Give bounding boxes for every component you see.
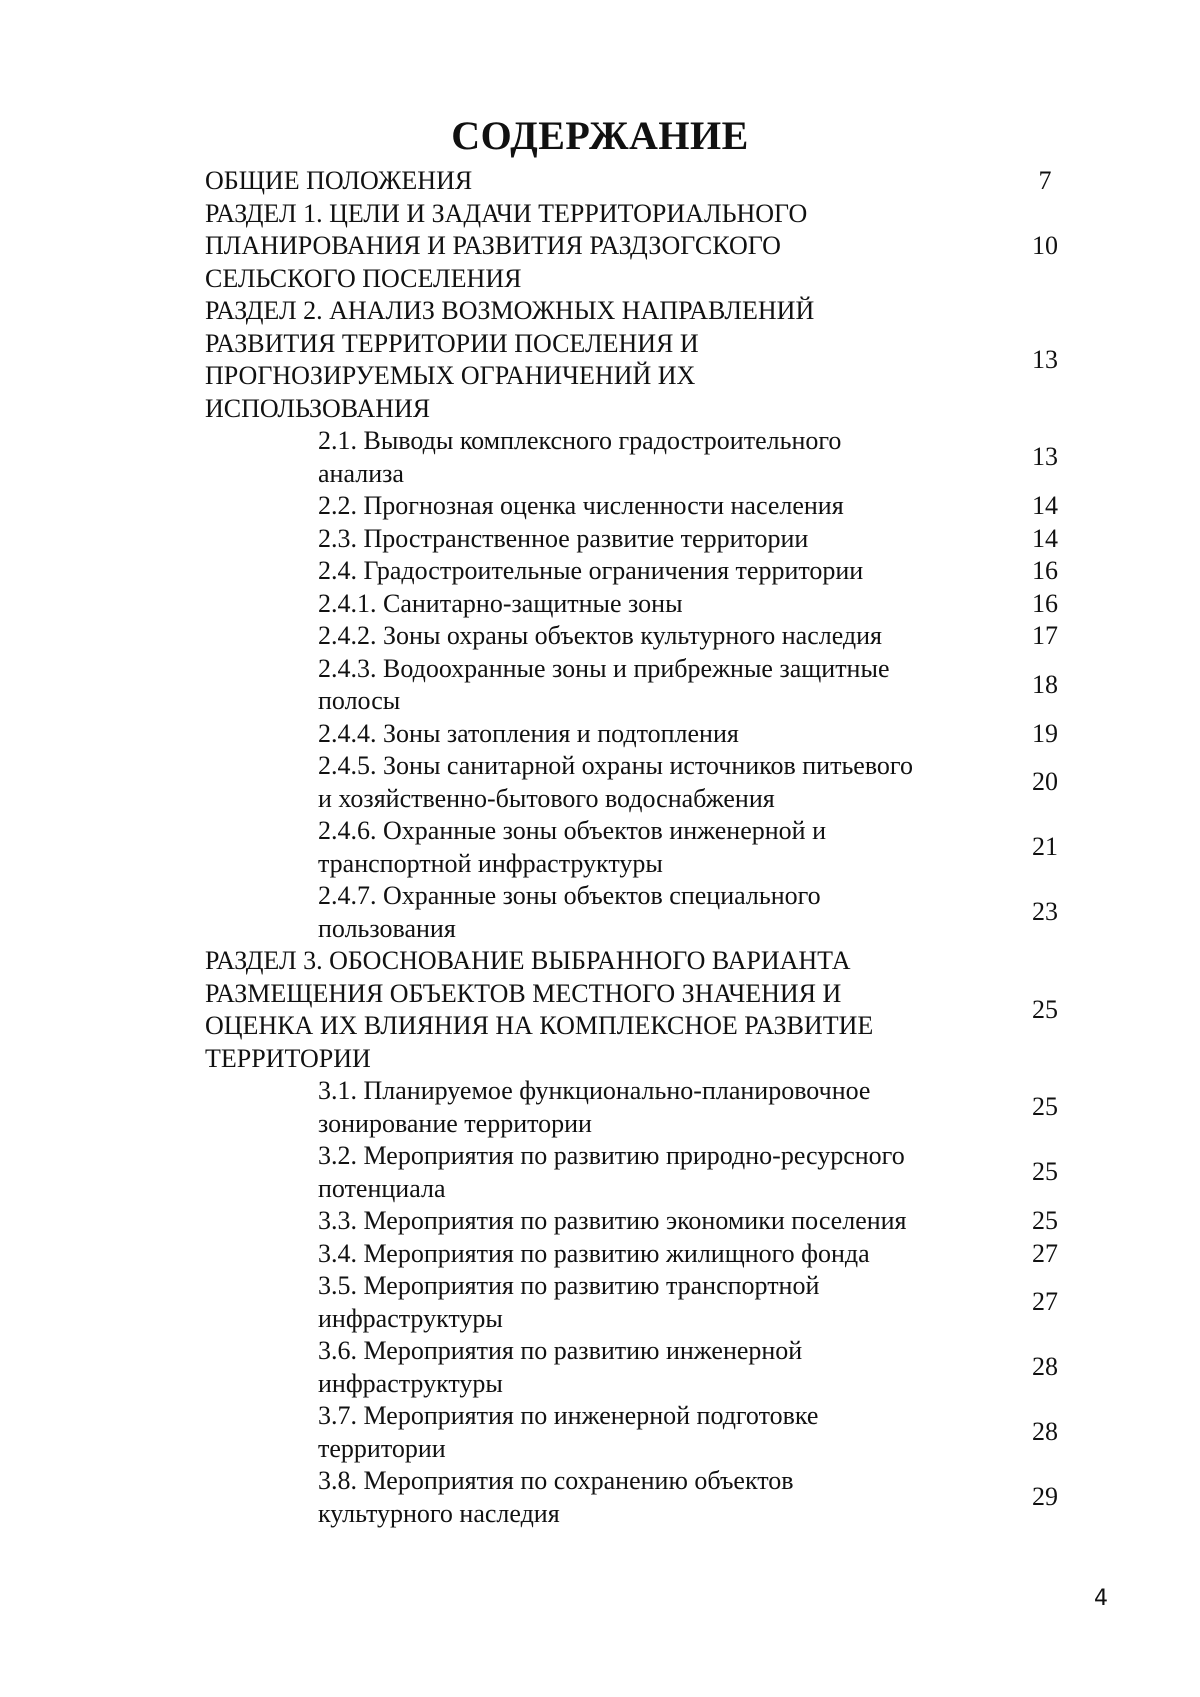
page-number: 4: [1094, 1586, 1108, 1611]
toc-subsection-entry[interactable]: [205, 1270, 1075, 1335]
toc-entry-title: [205, 1205, 1015, 1238]
toc-entry-title: [205, 523, 1015, 556]
toc-entry-title-line: культурного наследия: [318, 1498, 560, 1528]
toc-entry-title-line: 2.3. Пространственное развитие территории: [318, 523, 809, 553]
toc-subsection-entry[interactable]: [205, 1140, 1075, 1205]
toc-entry-title-line: ИСПОЛЬЗОВАНИЯ: [205, 393, 431, 423]
toc-subsection-entry[interactable]: [205, 750, 1075, 815]
toc-entry-page-number: 16: [1032, 588, 1058, 618]
table-of-contents: [205, 165, 1075, 1530]
toc-entry-page-number: 25: [1032, 994, 1058, 1024]
toc-entry-title: [205, 1140, 1015, 1205]
toc-subsection-entry[interactable]: [205, 1205, 1075, 1238]
toc-entry-title-line: 2.2. Прогнозная оценка численности населения: [318, 491, 844, 520]
toc-entry-page-number: 21: [1032, 832, 1058, 862]
toc-entry-page-number: 14: [1032, 491, 1058, 520]
toc-entry-title-line: ОБЩИЕ ПОЛОЖЕНИЯ: [205, 166, 473, 195]
toc-entry-title-line: 3.5. Мероприятия по развитию транспортной: [318, 1271, 820, 1300]
toc-entry-title-line: 3.8. Мероприятия по сохранению объектов: [318, 1466, 794, 1495]
toc-entry-title-line: транспортной инфраструктуры: [318, 848, 663, 878]
toc-entry-title: [205, 295, 1015, 425]
toc-entry-title: [205, 588, 1015, 621]
toc-subsection-entry[interactable]: [205, 1238, 1075, 1271]
toc-entry-page-number: 10: [1032, 231, 1058, 260]
toc-entry-title-line: 2.4.7. Охранные зоны объектов специального: [318, 881, 821, 910]
toc-entry-title-line: и хозяйственно-бытового водоснабжения: [318, 783, 775, 813]
toc-entry-page-number: 20: [1032, 767, 1058, 797]
toc-subsection-entry[interactable]: [205, 1465, 1075, 1530]
toc-entry-title-line: РАЗДЕЛ 3. ОБОСНОВАНИЕ ВЫБРАННОГО ВАРИАНТА: [205, 946, 851, 975]
toc-subsection-entry[interactable]: [205, 555, 1075, 588]
toc-entry-title-line: 3.2. Мероприятия по развитию природно-ресурсного: [318, 1141, 905, 1170]
toc-entry-page-number: 13: [1032, 344, 1058, 374]
toc-entry-title-line: 2.1. Выводы комплексного градостроительного: [318, 426, 842, 455]
toc-entry-page-number: 25: [1032, 1157, 1058, 1187]
toc-entry-title-line: анализа: [318, 458, 404, 488]
toc-subsection-entry[interactable]: [205, 1335, 1075, 1400]
page-title: СОДЕРЖАНИЕ: [451, 113, 749, 158]
toc-entry-title-line: 3.4. Мероприятия по развитию жилищного фонда: [318, 1238, 870, 1268]
toc-subsection-entry[interactable]: [205, 653, 1075, 718]
toc-entry-page-number: 17: [1032, 621, 1058, 650]
toc-entry-title: [205, 198, 1015, 296]
toc-entry-title-line: потенциала: [318, 1173, 446, 1203]
toc-entry-title: [205, 165, 1015, 198]
toc-entry-title-line: территории: [318, 1433, 446, 1463]
toc-entry-page-number: 27: [1032, 1287, 1058, 1317]
toc-entry-title-line: 3.3. Мероприятия по развитию экономики поселения: [318, 1206, 907, 1235]
toc-entry-page-number: 19: [1032, 718, 1058, 748]
toc-entry-page-number: 29: [1032, 1482, 1058, 1512]
toc-entry-title-line: ПРОГНОЗИРУЕМЫХ ОГРАНИЧЕНИЙ ИХ: [205, 361, 696, 390]
toc-entry-title-line: зонирование территории: [318, 1108, 592, 1138]
toc-subsection-entry[interactable]: [205, 718, 1075, 751]
toc-entry-title-line: РАЗВИТИЯ ТЕРРИТОРИИ ПОСЕЛЕНИЯ И: [205, 328, 699, 358]
toc-subsection-entry[interactable]: [205, 523, 1075, 556]
toc-entry-page-number: 13: [1032, 442, 1058, 472]
toc-entry-page-number: 14: [1032, 523, 1058, 553]
toc-entry-title: [205, 718, 1015, 751]
toc-entry-title-line: ОЦЕНКА ИХ ВЛИЯНИЯ НА КОМПЛЕКСНОЕ РАЗВИТИЕ: [205, 1011, 874, 1040]
toc-entry-title: [205, 620, 1015, 653]
toc-subsection-entry[interactable]: [205, 588, 1075, 621]
toc-entry-page-number: 18: [1032, 669, 1058, 699]
toc-entry-title: [205, 653, 1015, 718]
toc-entry-title-line: полосы: [318, 686, 401, 715]
toc-entry-title-line: 2.4.6. Охранные зоны объектов инженерной и: [318, 816, 826, 845]
toc-entry-title-line: 3.6. Мероприятия по развитию инженерной: [318, 1336, 803, 1365]
toc-entry-title: [205, 1400, 1015, 1465]
toc-entry-page-number: 25: [1032, 1092, 1058, 1122]
toc-entry-title-line: пользования: [318, 913, 456, 943]
toc-subsection-entry[interactable]: [205, 490, 1075, 523]
toc-entry-title-line: 2.4.2. Зоны охраны объектов культурного наследия: [318, 621, 883, 650]
toc-subsection-entry[interactable]: [205, 1400, 1075, 1465]
toc-entry-title: [205, 1465, 1015, 1530]
toc-entry-title-line: РАЗДЕЛ 2. АНАЛИЗ ВОЗМОЖНЫХ НАПРАВЛЕНИЙ: [205, 296, 815, 325]
toc-subsection-entry[interactable]: [205, 1075, 1075, 1140]
toc-entry-title: [205, 750, 1015, 815]
toc-subsection-entry[interactable]: [205, 815, 1075, 880]
toc-entry-title: [205, 1075, 1015, 1140]
toc-section-entry[interactable]: [205, 295, 1075, 425]
toc-entry-title: [205, 490, 1015, 523]
toc-section-entry[interactable]: [205, 945, 1075, 1075]
toc-entry-title: [205, 555, 1015, 588]
toc-entry-title-line: ТЕРРИТОРИИ: [205, 1043, 371, 1073]
toc-subsection-entry[interactable]: [205, 880, 1075, 945]
toc-entry-title: [205, 425, 1015, 490]
toc-subsection-entry[interactable]: [205, 425, 1075, 490]
toc-entry-title-line: 2.4. Градостроительные ограничения территории: [318, 556, 864, 585]
toc-entry-title-line: РАЗМЕЩЕНИЯ ОБЪЕКТОВ МЕСТНОГО ЗНАЧЕНИЯ И: [205, 978, 842, 1008]
toc-entry-title-line: ПЛАНИРОВАНИЯ И РАЗВИТИЯ РАЗДЗОГСКОГО: [205, 231, 781, 260]
toc-entry-page-number: 7: [1038, 166, 1052, 195]
toc-entry-title-line: инфраструктуры: [318, 1368, 503, 1398]
toc-entry-page-number: 28: [1032, 1417, 1058, 1447]
toc-entry-title: [205, 1238, 1015, 1271]
toc-entry-page-number: 16: [1032, 556, 1058, 585]
toc-entry-title-line: 2.4.4. Зоны затопления и подтопления: [318, 718, 739, 748]
toc-entry-title: [205, 1270, 1015, 1335]
toc-entry-title-line: 3.1. Планируемое функционально-планировочное: [318, 1076, 871, 1105]
toc-section-entry[interactable]: [205, 165, 1075, 198]
toc-entry-title-line: 2.4.1. Санитарно-защитные зоны: [318, 588, 683, 618]
toc-entry-title: [205, 1335, 1015, 1400]
toc-entry-title-line: РАЗДЕЛ 1. ЦЕЛИ И ЗАДАЧИ ТЕРРИТОРИАЛЬНОГО: [205, 198, 808, 228]
toc-entry-page-number: 23: [1032, 897, 1058, 927]
toc-entry-title: [205, 880, 1015, 945]
toc-entry-title: [205, 945, 1015, 1075]
toc-entry-title-line: 2.4.3. Водоохранные зоны и прибрежные защитные: [318, 653, 890, 683]
toc-entry-title-line: инфраструктуры: [318, 1303, 503, 1333]
toc-subsection-entry[interactable]: [205, 620, 1075, 653]
toc-section-entry[interactable]: [205, 198, 1075, 296]
toc-entry-title-line: 2.4.5. Зоны санитарной охраны источников питьевого: [318, 751, 913, 780]
toc-entry-page-number: 25: [1032, 1206, 1058, 1235]
toc-entry-title-line: СЕЛЬСКОГО ПОСЕЛЕНИЯ: [205, 263, 522, 293]
toc-entry-title-line: 3.7. Мероприятия по инженерной подготовке: [318, 1401, 819, 1430]
toc-entry-page-number: 27: [1032, 1238, 1058, 1268]
toc-entry-page-number: 28: [1032, 1352, 1058, 1382]
toc-entry-title: [205, 815, 1015, 880]
